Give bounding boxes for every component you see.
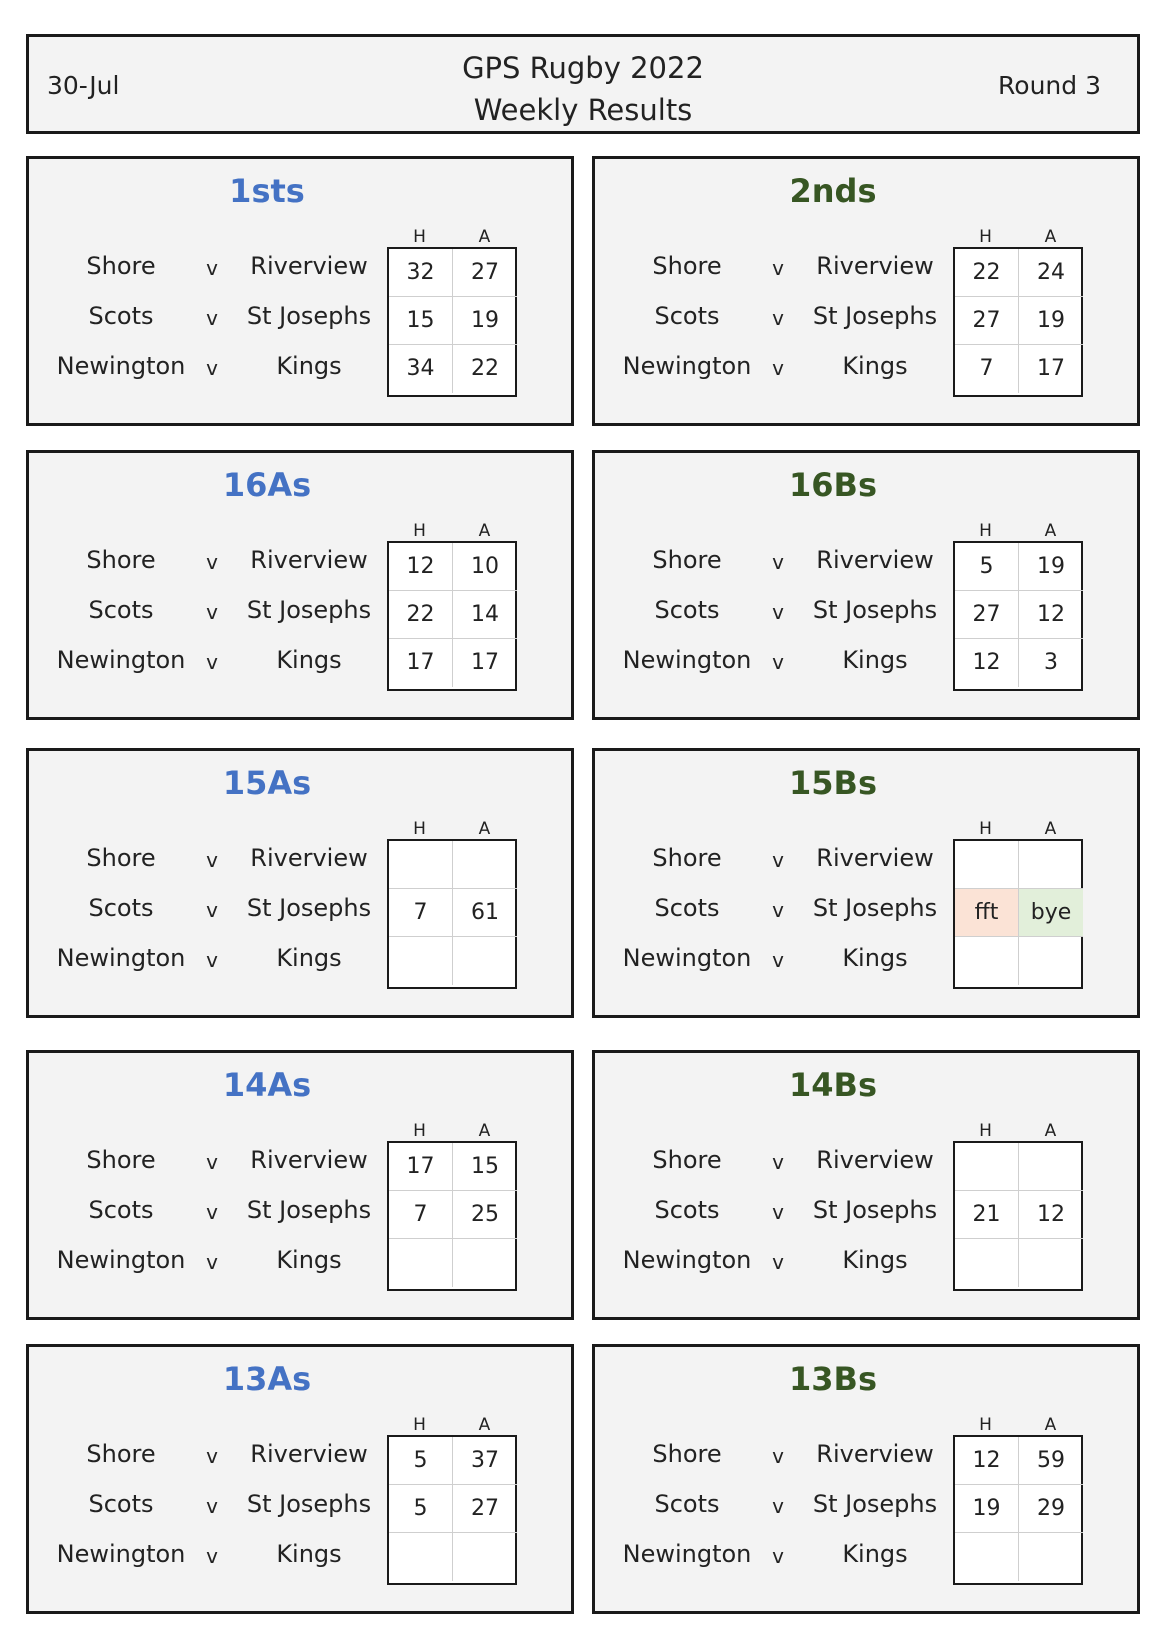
home-score-cell xyxy=(389,841,453,889)
versus-label: v xyxy=(206,1494,218,1518)
versus-label: v xyxy=(772,306,784,330)
home-team: Newington xyxy=(56,944,186,972)
away-score-header: A xyxy=(1044,521,1057,541)
away-score-cell: 3 xyxy=(1044,650,1058,675)
division-panel xyxy=(592,1344,1140,1614)
versus-label: v xyxy=(206,1444,218,1468)
home-score-cell xyxy=(389,1239,453,1287)
division-panel xyxy=(26,450,574,720)
home-score-cell: 7 xyxy=(389,889,453,937)
division-panel xyxy=(592,1050,1140,1320)
home-team: Scots xyxy=(88,894,154,922)
score-table xyxy=(387,1435,517,1585)
versus-label: v xyxy=(772,256,784,280)
score-table xyxy=(953,1435,1083,1585)
home-score-cell: 17 xyxy=(389,639,453,687)
home-team: Newington xyxy=(622,646,752,674)
home-score-cell xyxy=(389,1533,453,1581)
versus-label: v xyxy=(772,600,784,624)
home-score-cell: 27 xyxy=(955,297,1019,345)
home-team: Newington xyxy=(56,1540,186,1568)
division-title: 16As xyxy=(222,466,312,504)
away-team: Riverview xyxy=(816,252,934,280)
away-score-cell: 24 xyxy=(1019,249,1083,297)
score-table xyxy=(387,541,517,691)
home-score-cell: 12 xyxy=(389,543,453,591)
home-score-header: H xyxy=(979,227,992,247)
away-team: St Josephs xyxy=(812,1196,938,1224)
away-score-cell: 37 xyxy=(453,1437,517,1485)
division-title: 14Bs xyxy=(789,1066,877,1104)
away-team: Kings xyxy=(842,944,908,972)
away-score-cell xyxy=(1019,1239,1083,1287)
away-score-cell: bye xyxy=(1019,889,1083,937)
away-team: Riverview xyxy=(250,1146,368,1174)
away-team: Kings xyxy=(276,1246,342,1274)
away-team: St Josephs xyxy=(246,1196,372,1224)
away-score-cell: 25 xyxy=(453,1191,517,1239)
home-team: Shore xyxy=(86,546,156,574)
home-score-cell xyxy=(955,937,1019,985)
versus-label: v xyxy=(772,948,784,972)
away-team: Kings xyxy=(276,646,342,674)
away-score-cell xyxy=(1019,937,1083,985)
home-team: Shore xyxy=(652,844,722,872)
away-score-cell xyxy=(1019,1143,1083,1191)
division-title: 1sts xyxy=(229,172,305,210)
division-title: 16Bs xyxy=(789,466,877,504)
home-score-cell: 22 xyxy=(955,249,1019,297)
home-team: Newington xyxy=(56,646,186,674)
away-score-cell xyxy=(453,1533,517,1581)
division-title: 13Bs xyxy=(789,1360,877,1398)
away-score-cell: 27 xyxy=(453,249,517,297)
away-team: Riverview xyxy=(816,546,934,574)
away-team: St Josephs xyxy=(246,1490,372,1518)
away-team: St Josephs xyxy=(812,894,938,922)
away-score-cell: 17 xyxy=(471,650,499,675)
away-team: St Josephs xyxy=(812,302,938,330)
versus-label: v xyxy=(772,650,784,674)
home-team: Shore xyxy=(86,844,156,872)
home-score-header: H xyxy=(979,521,992,541)
home-score-header: H xyxy=(413,227,426,247)
home-team: Shore xyxy=(652,1146,722,1174)
home-team: Shore xyxy=(652,546,722,574)
round-label: Round 3 xyxy=(998,71,1101,100)
away-team: Riverview xyxy=(816,844,934,872)
home-team: Scots xyxy=(88,596,154,624)
away-score-cell: 29 xyxy=(1019,1485,1083,1533)
versus-label: v xyxy=(772,1494,784,1518)
subtitle-line: Weekly Results xyxy=(473,93,693,127)
home-team: Scots xyxy=(654,1490,720,1518)
home-score-cell xyxy=(389,937,453,985)
away-team: Kings xyxy=(276,944,342,972)
home-team: Newington xyxy=(622,944,752,972)
division-panel xyxy=(592,450,1140,720)
home-team: Newington xyxy=(622,1540,752,1568)
match-date: 30-Jul xyxy=(47,71,120,100)
away-score-cell: 15 xyxy=(453,1143,517,1191)
away-score-cell: 27 xyxy=(453,1485,517,1533)
away-team: Kings xyxy=(276,352,342,380)
score-table xyxy=(387,839,517,989)
versus-label: v xyxy=(206,1544,218,1568)
away-team: Riverview xyxy=(250,252,368,280)
versus-label: v xyxy=(206,306,218,330)
home-team: Scots xyxy=(88,1490,154,1518)
home-score-cell xyxy=(955,1533,1019,1581)
home-team: Scots xyxy=(654,596,720,624)
score-table xyxy=(953,1141,1083,1291)
score-table xyxy=(953,247,1083,397)
score-table xyxy=(953,839,1083,989)
away-team: Kings xyxy=(842,646,908,674)
home-score-header: H xyxy=(979,1415,992,1435)
versus-label: v xyxy=(772,1250,784,1274)
division-panel xyxy=(26,748,574,1018)
results-header xyxy=(26,34,1140,134)
versus-label: v xyxy=(206,550,218,574)
versus-label: v xyxy=(206,848,218,872)
home-team: Newington xyxy=(622,352,752,380)
away-score-cell: 19 xyxy=(1019,543,1083,591)
home-score-cell: 34 xyxy=(389,345,453,393)
away-score-cell: 61 xyxy=(453,889,517,937)
versus-label: v xyxy=(206,356,218,380)
away-score-cell xyxy=(1019,841,1083,889)
versus-label: v xyxy=(772,1544,784,1568)
division-panel xyxy=(592,748,1140,1018)
home-score-header: H xyxy=(979,1121,992,1141)
home-score-cell: 15 xyxy=(389,297,453,345)
away-score-header: A xyxy=(1044,1121,1057,1141)
away-score-cell: 22 xyxy=(471,356,499,381)
versus-label: v xyxy=(206,898,218,922)
score-table xyxy=(953,541,1083,691)
away-team: Riverview xyxy=(250,546,368,574)
away-team: St Josephs xyxy=(812,596,938,624)
away-score-cell: 59 xyxy=(1019,1437,1083,1485)
away-score-cell: 17 xyxy=(1037,356,1065,381)
home-team: Scots xyxy=(88,1196,154,1224)
home-score-cell: 5 xyxy=(389,1485,453,1533)
division-panel xyxy=(26,1344,574,1614)
away-team: Kings xyxy=(842,1540,908,1568)
home-score-header: H xyxy=(979,819,992,839)
away-score-header: A xyxy=(478,227,491,247)
home-score-cell: 19 xyxy=(955,1485,1019,1533)
versus-label: v xyxy=(772,898,784,922)
home-team: Scots xyxy=(654,1196,720,1224)
versus-label: v xyxy=(772,1444,784,1468)
away-score-header: A xyxy=(478,1415,491,1435)
away-score-cell: 19 xyxy=(1019,297,1083,345)
home-team: Shore xyxy=(652,1440,722,1468)
division-title: 15As xyxy=(222,764,312,802)
away-score-cell xyxy=(1019,1533,1083,1581)
away-team: Kings xyxy=(842,352,908,380)
division-title: 2nds xyxy=(789,172,877,210)
versus-label: v xyxy=(772,848,784,872)
away-team: Riverview xyxy=(250,844,368,872)
home-team: Scots xyxy=(654,894,720,922)
away-score-header: A xyxy=(478,1121,491,1141)
home-score-cell: 32 xyxy=(389,249,453,297)
home-score-header: H xyxy=(413,1415,426,1435)
division-panel xyxy=(26,156,574,426)
away-score-header: A xyxy=(478,819,491,839)
away-team: Riverview xyxy=(250,1440,368,1468)
home-team: Scots xyxy=(654,302,720,330)
home-team: Shore xyxy=(86,1440,156,1468)
home-score-header: H xyxy=(413,1121,426,1141)
division-panel xyxy=(592,156,1140,426)
home-score-cell: 21 xyxy=(955,1191,1019,1239)
home-score-cell xyxy=(955,1239,1019,1287)
home-score-cell: 12 xyxy=(955,1437,1019,1485)
home-score-cell: 12 xyxy=(955,639,1019,687)
versus-label: v xyxy=(772,356,784,380)
page-title xyxy=(29,47,1137,131)
division-panel xyxy=(26,1050,574,1320)
away-score-cell: 12 xyxy=(1019,591,1083,639)
home-score-cell: 7 xyxy=(955,345,1019,393)
home-team: Newington xyxy=(56,1246,186,1274)
versus-label: v xyxy=(206,600,218,624)
score-table xyxy=(387,1141,517,1291)
away-team: Kings xyxy=(276,1540,342,1568)
away-team: St Josephs xyxy=(246,894,372,922)
home-score-cell: fft xyxy=(955,889,1019,937)
away-score-cell: 14 xyxy=(453,591,517,639)
away-score-header: A xyxy=(1044,227,1057,247)
home-team: Newington xyxy=(622,1246,752,1274)
away-team: Kings xyxy=(842,1246,908,1274)
away-score-cell xyxy=(453,1239,517,1287)
home-score-header: H xyxy=(413,819,426,839)
home-team: Newington xyxy=(56,352,186,380)
home-team: Shore xyxy=(86,252,156,280)
home-team: Shore xyxy=(652,252,722,280)
versus-label: v xyxy=(206,1200,218,1224)
versus-label: v xyxy=(206,948,218,972)
score-table xyxy=(387,247,517,397)
versus-label: v xyxy=(772,1150,784,1174)
versus-label: v xyxy=(206,650,218,674)
away-team: St Josephs xyxy=(246,596,372,624)
division-title: 13As xyxy=(222,1360,312,1398)
home-score-cell xyxy=(955,1143,1019,1191)
home-score-cell: 5 xyxy=(955,543,1019,591)
away-team: Riverview xyxy=(816,1146,934,1174)
away-score-cell xyxy=(453,841,517,889)
away-score-header: A xyxy=(1044,819,1057,839)
versus-label: v xyxy=(206,1150,218,1174)
division-title: 14As xyxy=(222,1066,312,1104)
away-score-header: A xyxy=(478,521,491,541)
home-score-cell: 5 xyxy=(389,1437,453,1485)
versus-label: v xyxy=(772,1200,784,1224)
home-score-cell: 22 xyxy=(389,591,453,639)
away-team: Riverview xyxy=(816,1440,934,1468)
home-score-header: H xyxy=(413,521,426,541)
home-score-cell: 17 xyxy=(389,1143,453,1191)
home-score-cell: 27 xyxy=(955,591,1019,639)
division-title: 15Bs xyxy=(789,764,877,802)
away-score-cell: 10 xyxy=(453,543,517,591)
away-score-cell: 19 xyxy=(453,297,517,345)
away-score-header: A xyxy=(1044,1415,1057,1435)
versus-label: v xyxy=(206,256,218,280)
title-line: GPS Rugby 2022 xyxy=(462,51,704,85)
away-score-cell xyxy=(453,937,517,985)
away-team: St Josephs xyxy=(812,1490,938,1518)
home-score-cell xyxy=(955,841,1019,889)
away-team: St Josephs xyxy=(246,302,372,330)
home-team: Scots xyxy=(88,302,154,330)
home-team: Shore xyxy=(86,1146,156,1174)
home-score-cell: 7 xyxy=(389,1191,453,1239)
versus-label: v xyxy=(206,1250,218,1274)
away-score-cell: 12 xyxy=(1019,1191,1083,1239)
versus-label: v xyxy=(772,550,784,574)
